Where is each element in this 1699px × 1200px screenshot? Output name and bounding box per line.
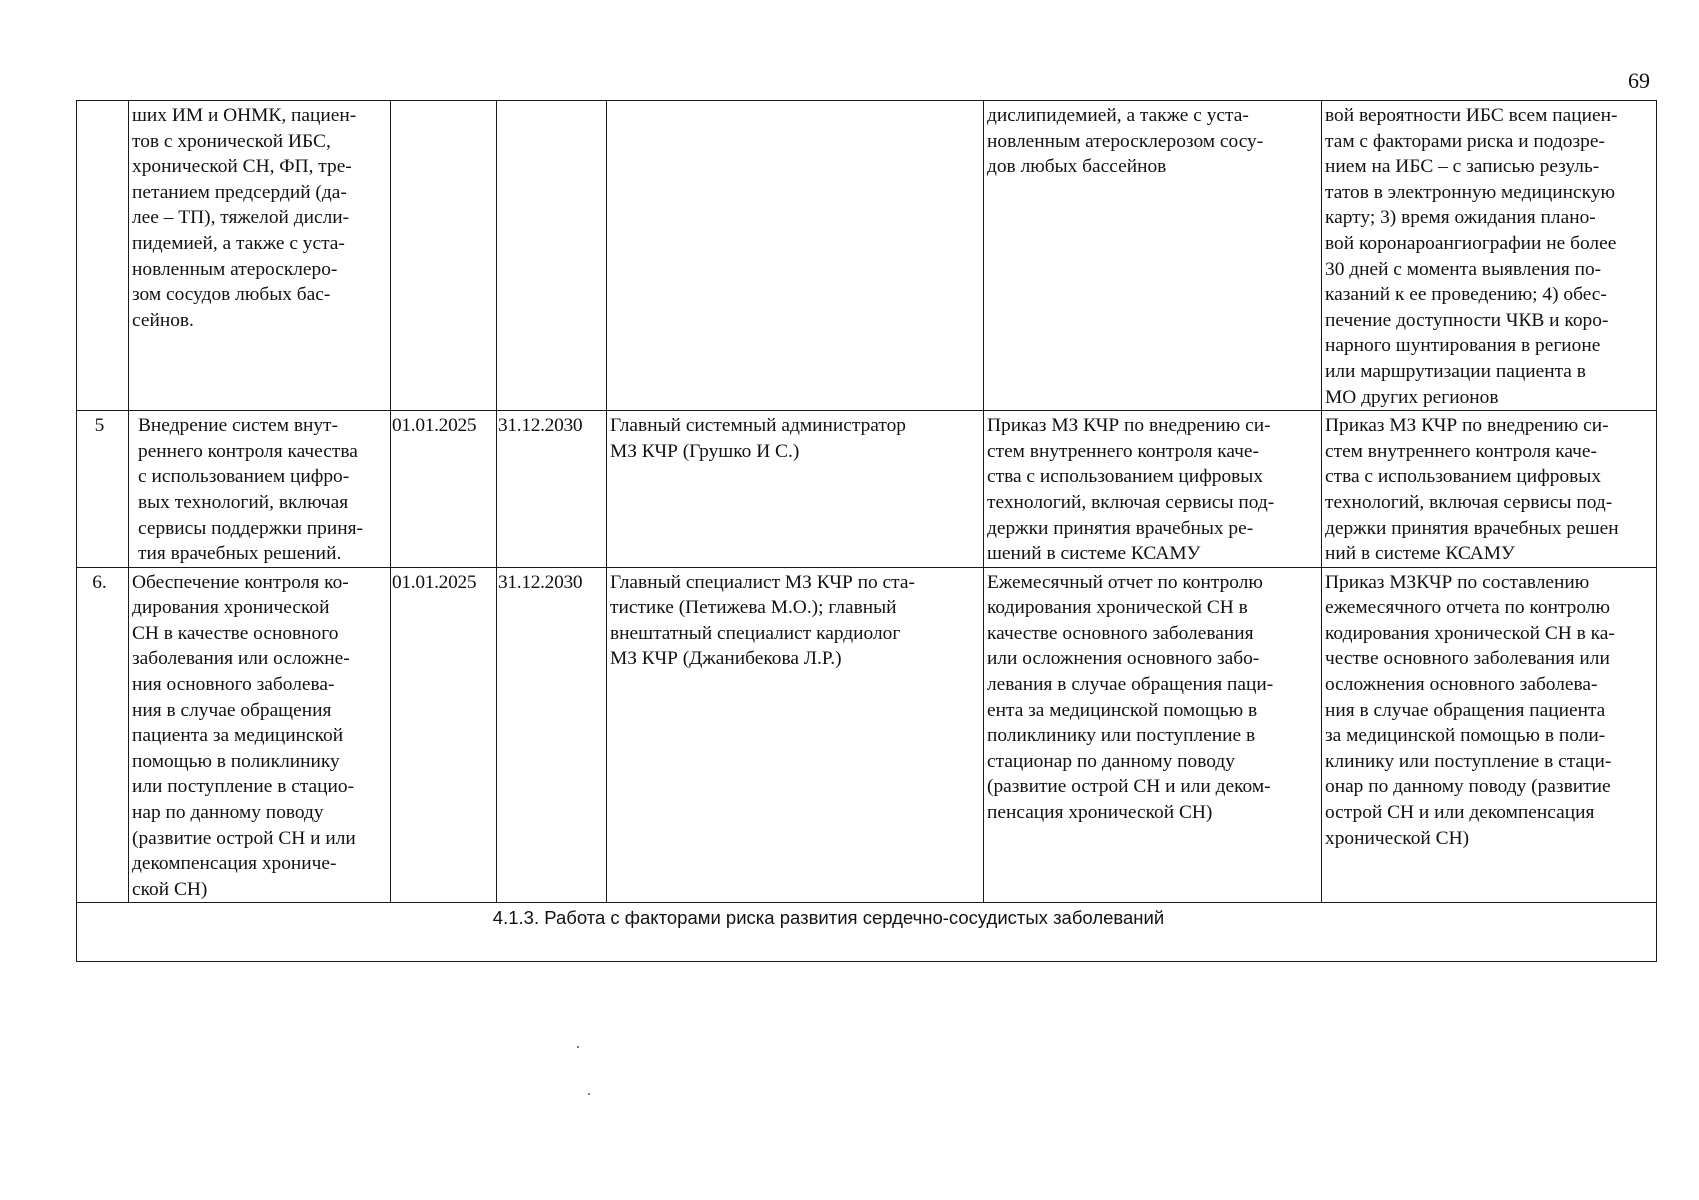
characteristic-cell: Ежемесячный отчет по контролю кодирования хронической СН в качестве основного заболевания или осложнения основного забо- левания в случае обращения паци- ента за медицинской помощью в поликлинику или поступление в стационар по данному поводу (развитие острой СН и или деком- пенсация хронической СН) <box>984 567 1322 903</box>
section-heading-row <box>77 903 1657 962</box>
action-cell: ших ИМ и ОНМК, пациен- тов с хронической ИБС, хронической СН, ФП, тре- петанием предсердий (да- лее – ТП), тяжелой дисли- пидемией, а также с уста- новленным атеросклеро- зом сосудов любых бас- сейнов. <box>129 101 391 411</box>
result-cell: Приказ МЗ КЧР по внедрению си- стем внутреннего контроля каче- ства с использованием цифровых технологий, включая сервисы под- держки принятия врачебных решен ний в системе КСАМУ <box>1322 411 1657 568</box>
responsible-cell <box>607 101 984 411</box>
section-heading: 4.1.3. Работа с факторами риска развития сердечно-сосудистых заболеваний <box>492 907 1165 929</box>
row-number-cell: 6. <box>77 567 129 903</box>
table-row <box>77 567 1657 903</box>
table-row <box>77 411 1657 568</box>
table-row <box>77 101 1657 411</box>
row-number-cell <box>77 101 129 411</box>
measures-table <box>76 100 1657 962</box>
end-date-cell <box>497 101 607 411</box>
action-cell: Внедрение систем внут- реннего контроля качества с использованием цифро- вых технологий, включая сервисы поддержки приня- тия врачебных решений. <box>129 411 391 568</box>
end-date-cell: 31.12.2030 <box>497 411 607 568</box>
result-cell: Приказ МЗКЧР по составлению ежемесячного отчета по контролю кодирования хронической СН в ка- честве основного заболевания или осложнения основного заболева- ния в случае обращения пациента за медицинской помощью в поли- клинику или поступление в стаци- онар по данному поводу (развитие острой СН и или декомпенсация хронической СН) <box>1322 567 1657 903</box>
row-number-cell: 5 <box>77 411 129 568</box>
section-heading-cell <box>77 903 1657 962</box>
page-number: 69 <box>1628 68 1650 93</box>
characteristic-cell: Приказ МЗ КЧР по внедрению си- стем внутреннего контроля каче- ства с использованием цифровых технологий, включая сервисы под- держки принятия врачебных ре- шений в системе КСАМУ <box>984 411 1322 568</box>
scan-speck <box>577 1046 579 1048</box>
start-date-cell: 01.01.2025 <box>391 567 497 903</box>
responsible-cell: Главный системный администратор МЗ КЧР (Грушко И С.) <box>607 411 984 568</box>
start-date-cell <box>391 101 497 411</box>
start-date-cell: 01.01.2025 <box>391 411 497 568</box>
end-date-cell: 31.12.2030 <box>497 567 607 903</box>
result-cell: вой вероятности ИБС всем пациен- там с факторами риска и подозре- нием на ИБС – с записью резуль- татов в электронную медицинскую карту; 3) время ожидания плано- вой коронароангиографии не более 30 дней с момента выявления по- казаний к ее проведению; 4) обес- печение доступности ЧКВ и коро- нарного шунтирования в регионе или маршрутизации пациента в МО других регионов <box>1322 101 1657 411</box>
characteristic-cell: дислипидемией, а также с уста- новленным атеросклерозом сосу- дов любых бассейнов <box>984 101 1322 411</box>
scan-speck <box>588 1093 590 1095</box>
action-cell: Обеспечение контроля ко- дирования хронической СН в качестве основного заболевания или осложне- ния основного заболева- ния в случае обращения пациента за медицинской помощью в поликлинику или поступление в стацио- нар по данному поводу (развитие острой СН и или декомпенсация хрониче- ской СН) <box>129 567 391 903</box>
responsible-cell: Главный специалист МЗ КЧР по ста- тистике (Петижева М.О.); главный внештатный специалист кардиолог МЗ КЧР (Джанибекова Л.Р.) <box>607 567 984 903</box>
